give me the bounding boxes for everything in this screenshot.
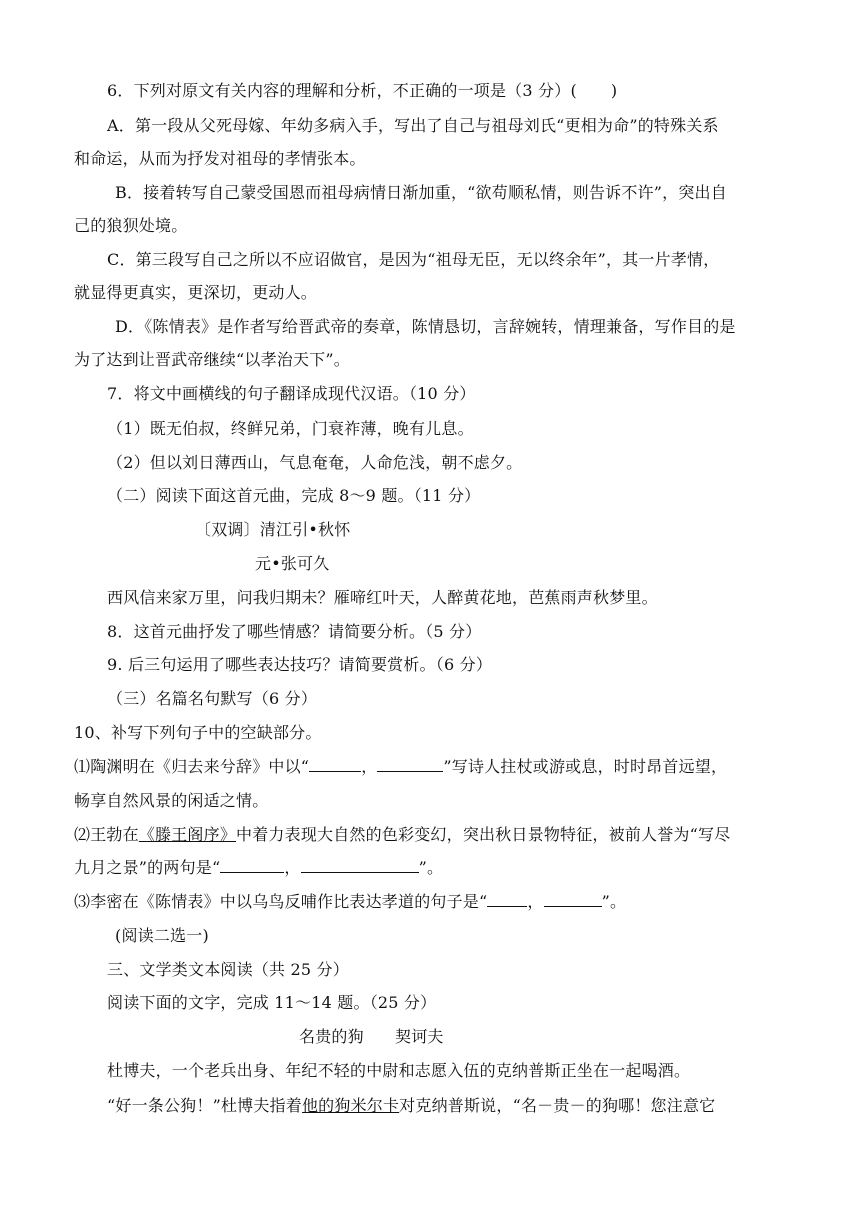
q10-item-1-line2: 畅享自然风景的闲适之情。 — [74, 791, 269, 810]
q6-option-d-line1: D．《陈情表》是作者写给晋武帝的奏章，陈情恳切，言辞婉转，情理兼备，写作目的是 — [115, 317, 736, 336]
fill-blank — [309, 757, 361, 772]
q6-option-d-line2: 为了达到让晋武帝继续“以孝治天下”。 — [74, 350, 350, 369]
q7-sentence-1: （1）既无伯叔，终鲜兄弟，门衰祚薄，晚有儿息。 — [107, 419, 474, 438]
poem-text: 西风信来家万里，问我归期未？雁啼红叶天，人醉黄花地，芭蕉雨声秋梦里。 — [107, 588, 658, 607]
fill-blank — [301, 858, 419, 873]
q6-option-c-line2: 就显得更真实，更深切，更动人。 — [74, 283, 318, 302]
q6-option-b-line1: B．接着转写自己蒙受国恩而祖母病情日渐加重，“欲苟顺私情，则告诉不许”，突出自 — [115, 183, 727, 202]
underlined-phrase: 他的狗米尔卡 — [301, 1096, 400, 1115]
q10-item-1: ⑴陶渊明在《归去来兮辞》中以“ ， ”写诗人拄杖或游或息，时时昂首远望， — [74, 757, 728, 776]
q10-item-3: ⑶李密在《陈情表》中以乌鸟反哺作比表达孝道的句子是“ ， ”。 — [74, 892, 627, 911]
q7-stem: 7．将文中画横线的句子翻译成现代汉语。（10 分） — [107, 384, 476, 403]
fill-blank — [487, 892, 527, 907]
story-author: 契诃夫 — [395, 1027, 444, 1046]
q8: 8．这首元曲抒发了哪些情感？请简要分析。（5 分） — [107, 622, 482, 641]
section-3-heading: （三）名篇名句默写（6 分） — [107, 689, 318, 708]
q10: 10、补写下列句子中的空缺部分。 — [74, 723, 322, 742]
q10-item-2-line2: 九月之景”的两句是“ ， ”。 — [74, 858, 444, 877]
story-paragraph-1: 杜博夫，一个老兵出身、年纪不轻的中尉和志愿入伍的克纳普斯正坐在一起喝酒。 — [107, 1061, 691, 1080]
q10-item-2: ⑵王勃在《滕王阁序》中着力表现大自然的色彩变幻，突出秋日景物特征，被前人誉为“写尽 — [74, 825, 731, 844]
part-3-instruction: 阅读下面的文字，完成 11～14 题。（25 分） — [107, 993, 437, 1012]
q6-option-b-line2: 己的狼狈处境。 — [74, 216, 188, 235]
poem-title: 〔双调〕清江引•秋怀 — [195, 520, 351, 539]
q9: 9. 后三句运用了哪些表达技巧？请简要赏析。（6 分） — [107, 655, 493, 674]
fill-blank — [544, 892, 602, 907]
q6-option-a-line1: A．第一段从父死母嫁、年幼多病入手，写出了自己与祖母刘氏“更相为命”的特殊关系 — [107, 116, 719, 135]
story-paragraph-2: “好一条公狗！”杜博夫指着他的狗米尔卡对克纳普斯说，“名－贵－的狗哪！您注意它 — [107, 1096, 716, 1115]
choose-one-note: (阅读二选一) — [115, 926, 209, 945]
section-2-heading: （二）阅读下面这首元曲，完成 8～9 题。（11 分） — [107, 486, 481, 505]
q6-stem: 6．下列对原文有关内容的理解和分析，不正确的一项是（3 分）( ) — [107, 81, 618, 100]
q7-sentence-2: （2）但以刘日薄西山，气息奄奄，人命危浅，朝不虑夕。 — [107, 453, 523, 472]
q6-option-a-line2: 和命运，从而为抒发对祖母的孝情张本。 — [74, 149, 366, 168]
part-3-heading: 三、文学类文本阅读（共 25 分） — [107, 960, 349, 979]
fill-blank — [377, 757, 443, 772]
underlined-title: 《滕王阁序》 — [138, 825, 237, 844]
poem-author: 元•张可久 — [255, 554, 330, 573]
story-title: 名贵的狗 — [299, 1027, 364, 1046]
fill-blank — [220, 858, 284, 873]
q6-option-c-line1: C．第三段写自己之所以不应诏做官，是因为“祖母无臣，无以终余年”，其一片孝情， — [107, 250, 720, 269]
